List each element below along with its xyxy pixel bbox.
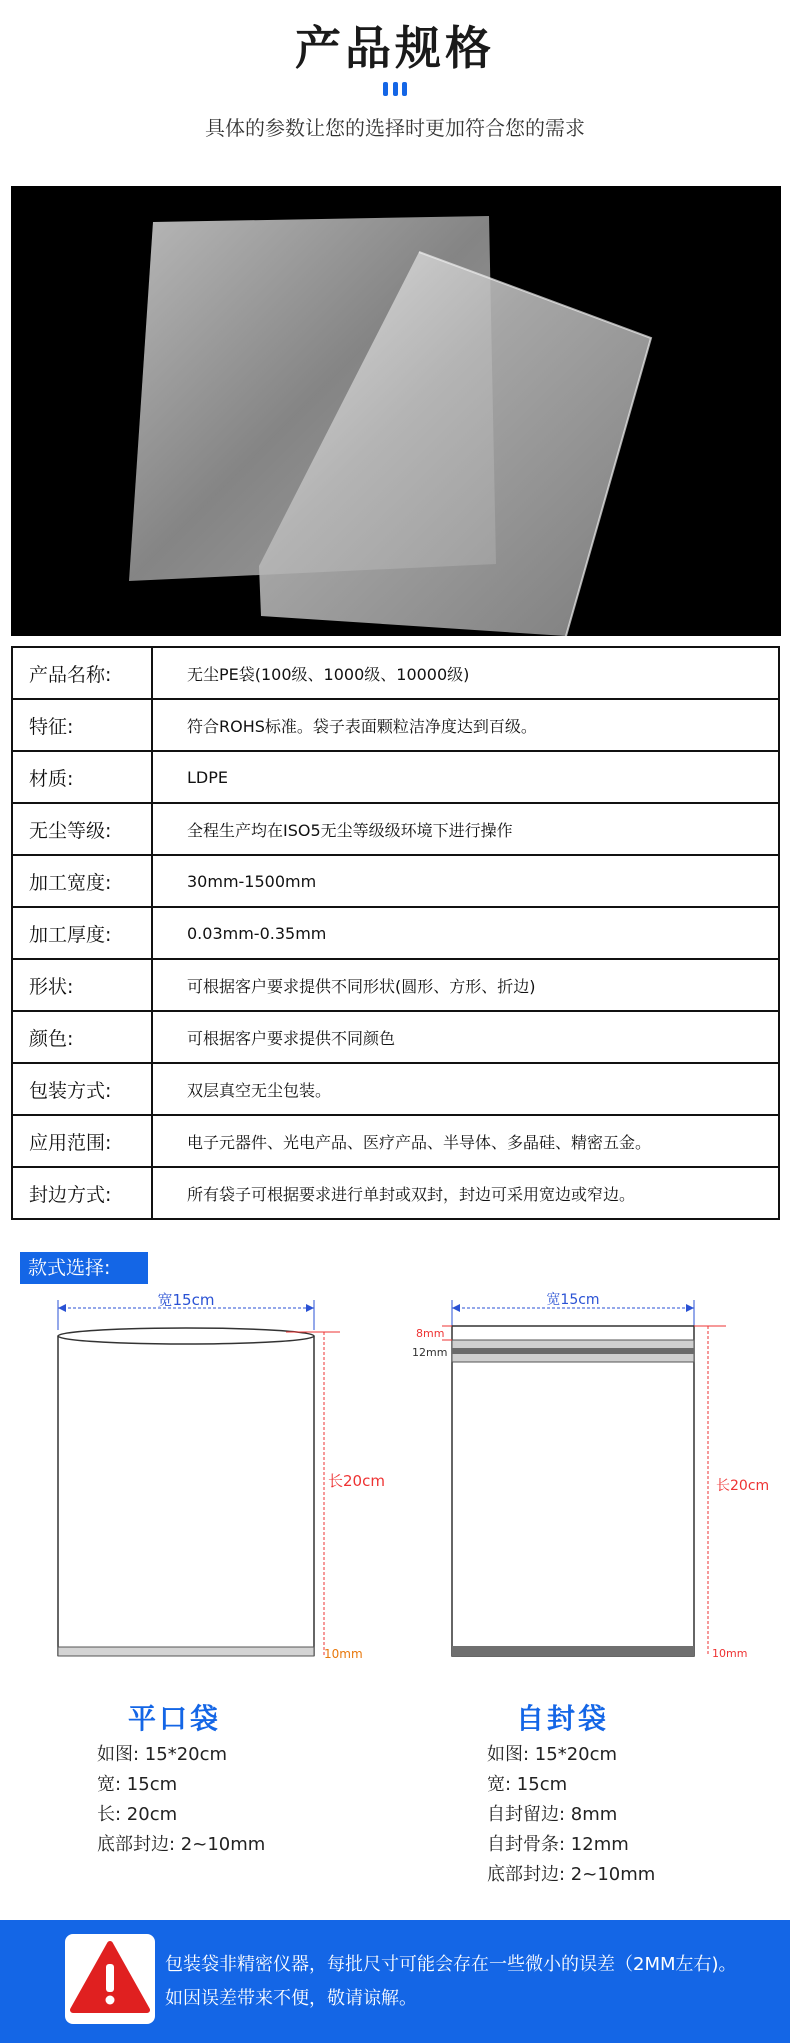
spec-key: 特征:: [12, 699, 152, 751]
zip-bag-title: 自封袋: [516, 1702, 610, 1735]
warning-badge: [65, 1934, 155, 2024]
table-row: [12, 907, 779, 959]
warning-icon: [65, 1934, 155, 2024]
zip-seal-label: 10mm: [712, 1647, 748, 1660]
footer-text: [165, 1948, 737, 2016]
spec-key: 应用范围:: [12, 1115, 152, 1167]
zip-top-label: 8mm: [416, 1327, 445, 1340]
table-row: [12, 647, 779, 699]
spec-key: 封边方式:: [12, 1167, 152, 1219]
zip-length-label: 长20cm: [716, 1478, 770, 1494]
zip-bag-diagram: [412, 1290, 770, 1670]
desc-line: 自封留边: 8mm: [487, 1804, 618, 1825]
desc-line: 底部封边: 2~10mm: [97, 1834, 266, 1855]
arrow-left-icon: [58, 1304, 66, 1312]
page-title: 产品规格: [295, 21, 495, 75]
flat-width-label: 宽15cm: [157, 1291, 215, 1309]
spec-value: 电子元器件、光电产品、医疗产品、半导体、多晶硅、精密五金。: [152, 1115, 779, 1167]
table-row: [12, 855, 779, 907]
footer-notice: [0, 1920, 790, 2043]
spec-value: 双层真空无尘包装。: [152, 1063, 779, 1115]
spec-key: 加工宽度:: [12, 855, 152, 907]
table-row: [12, 1167, 779, 1219]
table-row: [12, 1115, 779, 1167]
footer-line: 如因误差带来不便，敬请谅解。: [165, 1988, 417, 2009]
table-row: [12, 803, 779, 855]
flat-bag-diagram: [40, 1290, 385, 1670]
product-photo-bags: [11, 186, 781, 636]
desc-line: 宽: 15cm: [97, 1774, 178, 1795]
flat-length-label: 长20cm: [328, 1472, 385, 1490]
spec-value: 全程生产均在ISO5无尘等级级环境下进行操作: [152, 803, 779, 855]
bottom-seal: [58, 1647, 314, 1656]
zip-bag-description: [487, 1740, 655, 1890]
section-label-styles: 款式选择:: [20, 1252, 148, 1284]
spec-key: 包装方式:: [12, 1063, 152, 1115]
spec-value: 30mm-1500mm: [152, 855, 779, 907]
table-row: [12, 699, 779, 751]
desc-line: 长: 20cm: [97, 1804, 178, 1825]
arrow-right-icon: [686, 1304, 694, 1312]
table-row: [12, 959, 779, 1011]
spec-table: [11, 646, 780, 1220]
footer-line: 包装袋非精密仪器，每批尺寸可能会存在一些微小的误差（2MM左右)。: [165, 1954, 737, 1975]
spec-value: 可根据客户要求提供不同形状(圆形、方形、折边): [152, 959, 779, 1011]
zip-width-label: 宽15cm: [546, 1292, 600, 1308]
table-row: [12, 1063, 779, 1115]
flat-seal-label: 10mm: [324, 1647, 363, 1661]
arrow-right-icon: [306, 1304, 314, 1312]
flat-bag-title: 平口袋: [128, 1702, 222, 1735]
table-row: [12, 1011, 779, 1063]
title-decoration: [383, 82, 407, 96]
product-photo: [11, 186, 781, 636]
desc-line: 宽: 15cm: [487, 1774, 568, 1795]
spec-key: 颜色:: [12, 1011, 152, 1063]
flat-bag-description: [97, 1740, 265, 1860]
zipper-strip: [452, 1348, 694, 1354]
spec-value: 所有袋子可根据要求进行单封或双封，封边可采用宽边或窄边。: [152, 1167, 779, 1219]
spec-value: 可根据客户要求提供不同颜色: [152, 1011, 779, 1063]
table-row: [12, 751, 779, 803]
spec-value: 0.03mm-0.35mm: [152, 907, 779, 959]
desc-line: 如图: 15*20cm: [487, 1744, 618, 1765]
desc-line: 如图: 15*20cm: [97, 1744, 228, 1765]
zip-strip-label: 12mm: [412, 1346, 448, 1359]
spec-value: 无尘PE袋(100级、1000级、10000级): [152, 647, 779, 699]
bag-outline: [452, 1326, 694, 1656]
desc-line: 底部封边: 2~10mm: [487, 1864, 656, 1885]
desc-line: 自封骨条: 12mm: [487, 1834, 629, 1855]
bag-opening: [58, 1328, 314, 1344]
spec-key: 无尘等级:: [12, 803, 152, 855]
spec-key: 形状:: [12, 959, 152, 1011]
bottom-seal: [452, 1646, 694, 1656]
spec-key: 加工厚度:: [12, 907, 152, 959]
arrow-left-icon: [452, 1304, 460, 1312]
spec-key: 材质:: [12, 751, 152, 803]
spec-key: 产品名称:: [12, 647, 152, 699]
page-subtitle: 具体的参数让您的选择时更加符合您的需求: [205, 116, 585, 140]
spec-value: 符合ROHS标准。袋子表面颗粒洁净度达到百级。: [152, 699, 779, 751]
spec-value: LDPE: [152, 751, 779, 803]
